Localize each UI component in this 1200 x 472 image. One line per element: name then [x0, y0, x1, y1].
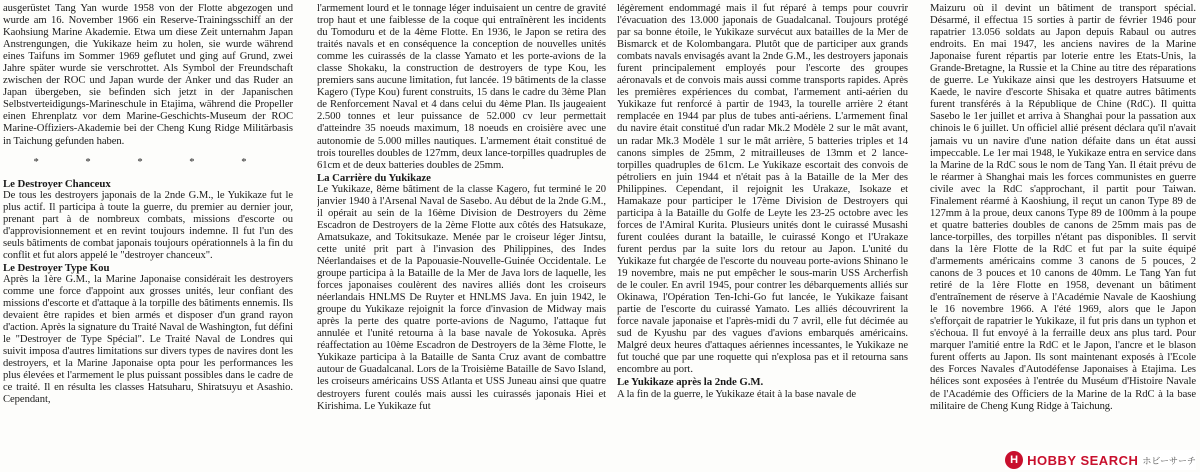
column-4: [930, 3, 1196, 469]
heading-postwar: Le Yukikaze après la 2nde G.M.: [617, 376, 764, 389]
paragraph-type-kou: Après la 1ère G.M., la Marine Japonaise considérait les destroyers comme une force d'appoint aux grosses unités, leur confiant des missions d'escorte et d'attaque à la torpille des bâtiments ennemis. Ils devaient être rapides et bien armés et disposer d'un grand rayon d'action. Après la signature du Traité Naval de Washington, fut défini le "Destroyer de Type Spécial". Le Traité Naval de Londres qui suivit imposa d'autres limitations sur divers types de navires dont les destroyers, et la Marine Japonaise opta pour les performances les plus élevées et l'armement le plus puissant possibles dans le cadre de ce traité. Il en résulta les classes Hatsuharu, Shiratsuyu et Asashio. Cependant,: [3, 273, 293, 406]
paragraph-postwar-continued: Maizuru où il devint un bâtiment de transport spécial. Désarmé, il effectua 15 sorties à partir de février 1946 pour rapatrier 13.056 soldats au Japon depuis Rabaul ou autres endroits. En mai 1947, les anciens navires de la Marine Japonaise furent répartis par loterie entre les Etats-Unis, la Grande-Bretagne, la Russie et la Chine au titre des réparations de guerre. Le Yukikaze ainsi que les destroyers Hatsuume et Kaede, le navire d'escorte Shisaka et quatre autres bâtiments furent transférés à la République de Chine (RdC). Il quitta Sasebo le 1er juillet et arriva à Shanghai pour la passation aux chinois le 6 juillet. Un officiel allié présent déclara qu'il n'avait jamais vu un navire d'une nation défaite dans un état aussi impeccable. Le 1er mai 1948, le Yukikaze entra en service dans la Marine de la RdC sous le nom de Tang Yan. Il était prévu de le réarmer à Shanghai mais les forces communistes en guerre civile avec la RdC s'approchant, il partit pour Taiwan. Finalement réarmé à Kaoshiung, il reçut un canon Type 89 de 127mm à la proue, deux canons Type 89 de 100mm à la poupe et quatre batteries doubles de canons de 25mm mais pas de lance-torpilles, des torpilles n'étant pas disponibles. Il servit dans la 1ère Flotte de la RdC et fut par la suite équipé d'armements américains comme 3 canons de 5 pouces, 2 canons de 3 pouces et 10 canons de 40mm. Le Tang Yan fut retiré de la 1ère Flotte en 1958, devenant un bâtiment d'entraînement de réserve à l'Académie Navale de Kaoshiung le 16 novembre 1966. A l'été 1969, alors que le Japon s'efforçait de rapatrier le Yukikaze, il fut pris dans un typhon et s'échoua. Il fut envoyé à la ferraille deux ans plus tard. Pour marquer l'amitié entre la RdC et le Japon, l'ancre et le blason furent offerts au Japon. Ils sont maintenant exposés à l'Ecole des Forces Navales d'Autodéfense Japonaises à Etajima. Les hélices sont exposées à l'entrée du Muséum d'Histoire Navale de l'Académie des Officiers de la Marine de la RdC à la base militaire de Cheng Kung Ridge à Taichung.: [930, 3, 1196, 412]
heading-career: La Carrière du Yukikaze: [317, 171, 431, 184]
paragraph-postwar: A la fin de la guerre, le Yukikaze était à la base navale de: [617, 388, 856, 400]
watermark-name: HOBBY SEARCH: [1027, 452, 1139, 468]
paragraph-armament: l'armement lourd et le tonnage léger induisaient un centre de gravité trop haut et une faiblesse de la coque qui entraînèrent les incidents du Tomoduru et de la 4ème Flotte. En 1936, le Japon se retira des traités navals et en conséquence la conception de nouvelles unités comme les cuirassés de la classe Yamato et les porte-avions de la classe Shokaku, la construction de destroyers de type Kou, les premiers sans aucune limitation, fut lancée. 19 bâtiments de la classe Kagero (Type Kou) furent construits, 15 dans le cadre du 3ème Plan de Renforcement Naval et 4 dans celui du 4ème Plan. Ils jaugeaient 2.500 tonnes et leur puissance de 52.000 cv leur permettait d'atteindre 35 noeuds maximum, 18 noeuds en croisière avec une autonomie de 5.000 milles nautiques. L'armement était constitué de trois tourelles doubles de 127mm, deux lance-torpilles quadruples de 61cm et de deux batteries doubles de 25mm.: [317, 3, 606, 171]
watermark: [1005, 450, 1196, 470]
hobby-search-logo-icon: H: [1005, 451, 1023, 469]
column-3: [617, 3, 908, 469]
paragraph-career: Le Yukikaze, 8ème bâtiment de la classe Kagero, fut terminé le 20 janvier 1940 à l'Arsenal Naval de Sasebo. Au début de la 2nde G.M., il opérait au sein de la 16ème Division de Destroyers du 2ème Escadron de Destroyers de la 2ème Flotte aux côtés des Hatsukaze, Amatsukaze, and Tokitsukaze. Menée par le croiseur léger Jintsu, cette unité prit part à l'invasion des Philippines, des Indes Néerlandaises et de la Papouasie-Nouvelle-Guinée Occidentale. Le groupe participa à la Bataille de la Mer de Java lors de laquelle, les forces japonaises coulèrent des navires alliés dont les croiseurs néerlandais HNLMS De Ruyter et HNLMS Java. En juin 1942, le groupe du Yukikaze rejoignit la force d'invasion de Midway mais après la perte des quatre porte-avions de Nagumo, l'attaque fut annulée et l'unité retourna à la base navale de Yokosuka. Après réaffectation au 10ème Escadron de Destroyers de la 3ème Flotte, le Yukikaze participa à la Bataille de Santa Cruz avant de combattre autour de Guadalcanal. Lors de la Troisième Bataille de Savo Island, les croiseurs américains USS Atlanta et USS Juneau ainsi que quatre destroyers furent coulés mais aussi les cuirassés japonais Hiei et Kirishima. Le Yukikaze fut: [317, 183, 606, 412]
watermark-subtitle: ホビーサーチ: [1142, 455, 1196, 466]
heading-lucky-destroyer: Le Destroyer Chanceux: [3, 177, 111, 190]
section-separator: * * * * *: [33, 156, 269, 168]
column-1: [3, 3, 293, 469]
heading-type-kou: Le Destroyer Type Kou: [3, 261, 110, 274]
column-2: [317, 3, 606, 469]
paragraph-career-continued: légèrement endommagé mais il fut réparé à temps pour couvrir l'évacuation des 13.000 japonais de Guadalcanal. Toujours protégé par sa bonne étoile, le Yukikaze survécut aux batailles de la Mer de Bismarck et de Kolombangara. Plutôt que de participer aux grands combats navals envisagés avant la 2nde G.M., les destroyers japonais furent principalement employés pour l'escorte des groupes aéronavals et de convois mais aussi comme transports rapides. Après les premières expériences du combat, l'armement anti-aérien du Yukikaze fut renforcé à partir de 1943, la tourelle arrière 2 étant remplacée en 1944 par plus de tubes anti-aériens. L'armement final du navire était constitué d'un radar Mk.2 Modèle 2 sur le mât avant, un radar Mk.3 Modèle 1 sur le mât arrière, 5 batteries triples et 14 canons simples de 25mm, 2 mitrailleuses de 13mm et 2 lance-torpilles quadruples de 61cm. Le Yukikaze escortait des convois de pétroliers en juin 1944 et n'était pas à la Bataille de la Mer des Philippines. Cependant, il rejoignit les Urakaze, Isokaze et Hamakaze pour participer le 17ème Division de Destroyers qui participa à la Bataille du Golfe de Leyte les 23-25 octobre avec les forces de l'Amiral Kurita. Plusieurs unités dont le cuirassé Musashi furent coulées durant la bataille, le cuirassé Kongo et l'Urakaze furent perdus par la suite lors du retour au Japon. L'unité du Yukikaze fut chargée de l'escorte du nouveau porte-avions Shinano le 19 novembre, mais ne put empêcher le sous-marin USS Archerfish de le couler. En avril 1945, pour contrer les débarquements alliés sur Okinawa, l'Opération Ten-Ichi-Go fut lancée, le Yukikaze faisant partie de l'escorte du cuirassé Yamato. Les alliés découvrirent la force navale japonaise et l'après-midi du 7 avril, elle fut décimée au sud de Kyushu par des vagues d'avions embarqués américains. Malgré deux heures d'attaques aériennes incessantes, le Yukikaze ne fut touché que par une roquette qui n'explosa pas et il retourna sans encombre au port.: [617, 3, 908, 376]
paragraph-lucky-destroyer: De tous les destroyers japonais de la 2nde G.M., le Yukikaze fut le plus actif. Il participa à toute la guerre, du premier au dernier jour, prenant part à de nombreux combats, missions d'escorte ou d'approvisionnement et en revint toujours indemne. Il fut l'un des seuls bâtiments de combat japonais toujours opérationnels à la fin du conflit et fut alors appelé le "destroyer chanceux".: [3, 189, 293, 261]
german-history-paragraph: ausgerüstet Tang Yan wurde 1958 von der Flotte abgezogen und wurde am 16. November 1966 ein Reserve-Trainingsschiff an der Kaohsiung Marine Akademie. Etwa um diese Zeit unternahm Japan Anstrengungen, die Yukikaze heim zu holen, sie wurde während eines Taifuns im Sommer 1969 geflutet und ging auf Grund, zwei Jahre später wurde sie verschrottet. Als Symbol der Freundschaft zwischen der ROC und Japan wurde der Anker und das Ruder an Japan übergeben, sie befinden sich jetzt in der Japanischen Selbstverteidigungs-Marineschule in Etajima, während die Propeller einen Ehrenplatz vor dem Marine-Geschichts-Museum der ROC Marine-Offiziers-Akademie bei der Cheng Kung Ridge Militärbasis in Taichung gefunden haben.: [3, 3, 293, 147]
